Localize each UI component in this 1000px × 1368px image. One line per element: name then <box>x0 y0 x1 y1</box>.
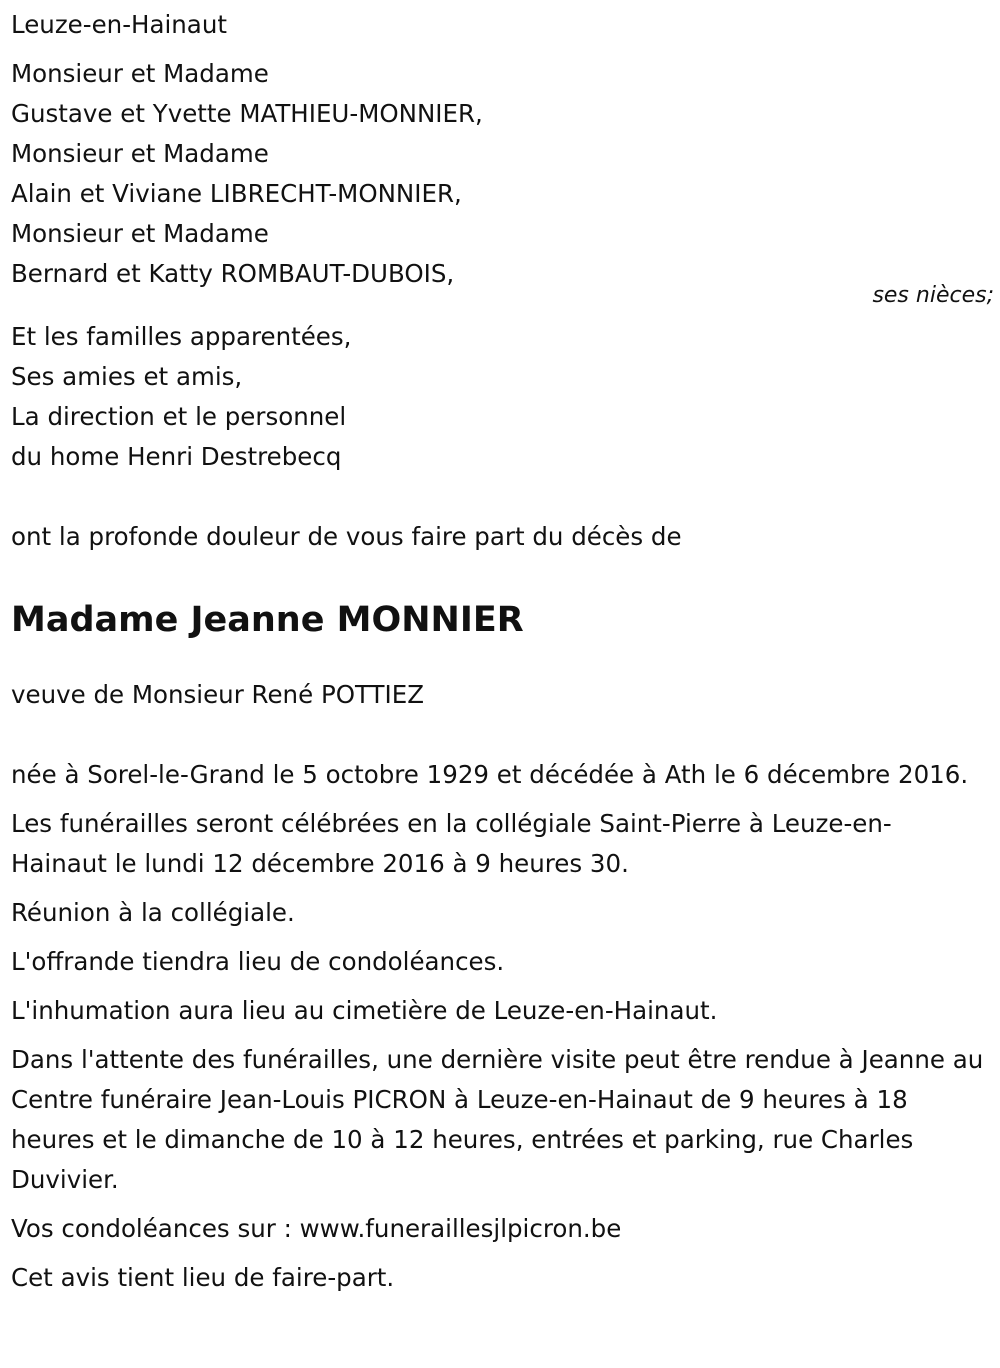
family-line: Gustave et Yvette MATHIEU-MONNIER, <box>11 99 483 128</box>
family-list <box>11 54 986 294</box>
other-mourners <box>11 317 986 477</box>
widow-of-text: veuve de Monsieur René POTTIEZ <box>11 680 424 709</box>
nieces-label: ses nièces; <box>872 283 994 308</box>
funeral-ceremony-text: Les funérailles seront célébrées en la collégiale Saint-Pierre à Leuze-en-Hainaut le lundi 12 décembre 2016 à 9 heures 30. <box>11 809 892 878</box>
mourner-line: Et les familles apparentées, <box>11 322 352 351</box>
family-line: Monsieur et Madame <box>11 139 269 168</box>
visitation-text: Dans l'attente des funérailles, une dernière visite peut être rendue à Jeanne au Centre funéraire Jean-Louis PICRON à Leuze-en-Hainaut de 9 heures à 18 heures et le dimanche de 10 à 12 heures, entrées et parking, rue Charles Duvivier. <box>11 1045 984 1194</box>
mourner-line: La direction et le personnel <box>11 402 347 431</box>
spacer <box>11 45 986 54</box>
spacer <box>11 477 986 517</box>
details-list <box>11 755 986 1298</box>
gathering-text: Réunion à la collégiale. <box>11 898 295 927</box>
mourner-line: Ses amies et amis, <box>11 362 243 391</box>
spacer <box>11 715 986 755</box>
spacer <box>11 308 986 317</box>
notice-text: Cet avis tient lieu de faire-part. <box>11 1263 395 1292</box>
family-line: Monsieur et Madame <box>11 59 269 88</box>
city-heading: Leuze-en-Hainaut <box>11 10 227 39</box>
nieces-row <box>11 283 994 308</box>
announcement-text: ont la profonde douleur de vous faire part du décès de <box>11 522 682 551</box>
birth-death-text: née à Sorel-le-Grand le 5 octobre 1929 et décédée à Ath le 6 décembre 2016. <box>11 760 969 789</box>
family-line: Monsieur et Madame <box>11 219 269 248</box>
offering-text: L'offrande tiendra lieu de condoléances. <box>11 947 505 976</box>
condolences-text: Vos condoléances sur : www.funeraillesjlpicron.be <box>11 1214 622 1243</box>
burial-text: L'inhumation aura lieu au cimetière de Leuze-en-Hainaut. <box>11 996 718 1025</box>
obituary-notice <box>11 5 994 1307</box>
family-line: Bernard et Katty ROMBAUT-DUBOIS, <box>11 259 455 288</box>
deceased-name: Madame Jeanne MONNIER <box>11 600 524 640</box>
family-line: Alain et Viviane LIBRECHT-MONNIER, <box>11 179 462 208</box>
mourner-line: du home Henri Destrebecq <box>11 442 342 471</box>
